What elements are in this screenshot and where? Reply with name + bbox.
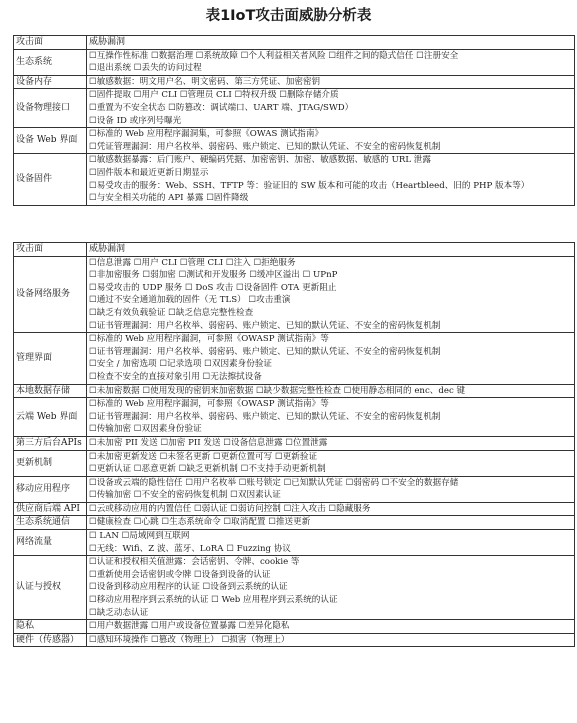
table-row [14,476,575,502]
vulnerability-line: ☐与安全相关功能的 API 暴露 ☐固件降级 [89,193,249,204]
table-row [14,128,575,154]
attack-surface-cell: 第三方后台APIs [14,436,87,450]
vulnerability-list-cell [87,556,575,620]
vulnerability-line: ☐检查不安全的直接对象引用 ☐无法擦拭设备 [89,371,262,382]
vulnerability-line: ☐非加密服务 ☐弱加密 ☐测试和开发服务 ☐缓冲区溢出 ☐ UPnP [89,270,338,281]
attack-surface-cell: 设备物理接口 [14,89,87,128]
vulnerability-line: ☐更新认证 ☐恶意更新 ☐缺乏更新机制 ☐不支持手动更新机制 [89,464,326,475]
vulnerability-list-cell [87,333,575,384]
table-header-row [14,36,575,50]
vulnerability-line: ☐感知环境操作 ☐篡改（物理上） ☐损害（物理上） [89,634,290,645]
vulnerability-line: ☐缺乏动态认证 [89,607,149,618]
vulnerability-line: ☐证书管理漏洞：用户名枚举、弱密码、账户锁定、已知的默认凭证、不安全的密码恢复机制 [89,411,441,422]
vulnerability-line: ☐证书管理漏洞：用户名枚举、弱密码、账户锁定、已知的默认凭证、不安全的密码恢复机制 [89,346,441,357]
vulnerability-line: ☐未加密更新发送 ☐未签名更新 ☐更新位置可写 ☐更新验证 [89,451,318,462]
table-row [14,49,575,75]
attack-surface-cell: 生态系统通信 [14,516,87,530]
table-row [14,556,575,620]
vulnerability-line: ☐信息泄露 ☐用户 CLI ☐管理 CLI ☐注入 ☐拒绝服务 [89,257,296,268]
vulnerability-line: ☐敏感数据：明文用户名、明文密码、第三方凭证、加密密钥 [89,76,321,87]
vulnerability-line: ☐健康检查 ☐心跳 ☐生态系统命令 ☐取消配置 ☐推送更新 [89,517,311,528]
attack-surface-cell: 移动应用程序 [14,476,87,502]
header-vulnerabilities: 威胁漏洞 [87,243,575,257]
vulnerability-list-cell [87,154,575,205]
attack-surface-cell: 生态系统 [14,49,87,75]
vulnerability-line: ☐凭证管理漏洞：用户名枚举、弱密码、账户锁定、已知的默认凭证、不安全的密码恢复机制 [89,141,441,152]
attack-surface-cell: 管理界面 [14,333,87,384]
table-row [14,502,575,516]
vulnerability-line: ☐互操作性标准 ☐数据治理 ☐系统故障 ☐个人利益相关者风险 ☐组件之间的隐式信任 ☐注册安全 [89,50,459,61]
vulnerability-list-cell [87,384,575,398]
header-vulnerabilities: 威胁漏洞 [87,36,575,50]
attack-surface-cell: 认证与授权 [14,556,87,620]
attack-surface-cell: 设备网络服务 [14,256,87,333]
vulnerability-list-cell [87,49,575,75]
attack-surface-cell: 更新机制 [14,450,87,476]
vulnerability-line: ☐认证和授权相关值泄露：会话密钥、令牌、cookie 等 [89,557,300,568]
vulnerability-line: ☐退出系统 ☐丢失的访问过程 [89,63,202,74]
table-row [14,256,575,333]
table-row [14,633,575,647]
vulnerability-line: ☐证书管理漏洞：用户名枚举、弱密码、账户锁定、已知的默认凭证、不安全的密码恢复机制 [89,320,441,331]
table-row [14,530,575,556]
vulnerability-line: ☐标准的 Web 应用程序漏洞集，可参照《OWAS 测试指南》 [89,129,324,140]
table-row [14,75,575,89]
attack-surface-cell: 设备内存 [14,75,87,89]
vulnerability-list-cell [87,516,575,530]
table-row [14,154,575,205]
attack-surface-cell: 本地数据存储 [14,384,87,398]
vulnerability-line: ☐易受攻击的 UDP 服务 ☐ DoS 攻击 ☐设备固件 OTA 更新阻止 [89,282,337,293]
table-row [14,384,575,398]
vulnerability-line: ☐重置为不安全状态 ☐防篡改：调试端口、UART 端、JTAG/SWD） [89,102,354,113]
vulnerability-list-cell [87,633,575,647]
vulnerability-line: ☐无线：Wifi、Z 波、蓝牙、LoRA ☐ Fuzzing 协议 [89,543,291,554]
vulnerability-line: ☐用户数据泄露 ☐用户或设备位置暴露 ☐差异化隐私 [89,621,290,632]
vulnerability-list-cell [87,128,575,154]
threat-table-2 [13,242,575,647]
table-row [14,89,575,128]
vulnerability-line: ☐设备 ID 或序列号曝光 [89,115,182,126]
header-attack-surface: 攻击面 [14,36,87,50]
table-row [14,398,575,437]
vulnerability-list-cell [87,75,575,89]
table-row [14,516,575,530]
vulnerability-line: ☐固件提取 ☐用户 CLI ☐管理员 CLI ☐特权升级 ☐删除存储介质 [89,90,339,101]
table-row [14,620,575,634]
attack-surface-cell: 供应商后端 API [14,502,87,516]
vulnerability-list-cell [87,502,575,516]
vulnerability-line: ☐安全 / 加密选项 ☐记录选项 ☐双因素身份验证 [89,359,273,370]
table-row [14,436,575,450]
vulnerability-line: ☐设备到移动应用程序的认证 ☐设备到云系统的认证 [89,582,288,593]
vulnerability-list-cell [87,450,575,476]
vulnerability-list-cell [87,620,575,634]
attack-surface-cell: 设备 Web 界面 [14,128,87,154]
vulnerability-line: ☐标准的 Web 应用程序漏洞，可参照《OWASP 测试指南》等 [89,399,329,410]
vulnerability-line: ☐云或移动应用的内置信任 ☐弱认证 ☐弱访问控制 ☐注入攻击 ☐隐藏服务 [89,503,371,514]
vulnerability-line: ☐固件版本和最近更新日期显示 [89,167,209,178]
vulnerability-line: ☐未加密 PII 发送 ☐加密 PII 发送 ☐设备信息泄露 ☐位置泄露 [89,437,328,448]
attack-surface-cell: 云端 Web 界面 [14,398,87,437]
vulnerability-line: ☐移动应用程序到云系统的认证 ☐ Web 应用程序到云系统的认证 [89,595,338,606]
attack-surface-cell: 设备固件 [14,154,87,205]
vulnerability-list-cell [87,256,575,333]
vulnerability-line: ☐通过不安全通道加载的固件（无 TLS） ☐攻击重演 [89,295,291,306]
threat-table-1 [13,35,575,206]
vulnerability-line: ☐传输加密 ☐双因素身份验证 [89,424,202,435]
attack-surface-cell: 硬件（传感器） [14,633,87,647]
vulnerability-line: ☐敏感数据暴露：后门账户、硬编码凭据、加密密钥、加密、敏感数据、敏感的 URL 泄露 [89,155,431,166]
vulnerability-list-cell [87,476,575,502]
vulnerability-line: ☐易受攻击的服务：Web、SSH、TFTP 等：验证旧的 SW 版本和可能的攻击（Heartbleed、旧的 PHP 版本等） [89,180,530,191]
vulnerability-list-cell [87,436,575,450]
vulnerability-line: ☐重新使用会话密钥或令牌 ☐设备到设备的认证 [89,569,271,580]
vulnerability-line: ☐缺乏有效负载验证 ☐缺乏信息完整性检查 [89,307,254,318]
table-row [14,450,575,476]
table-header-row [14,243,575,257]
vulnerability-line: ☐标准的 Web 应用程序漏洞，可参照《OWASP 测试指南》等 [89,334,329,345]
table-title: 表1IoT攻击面威胁分析表 [205,8,372,24]
vulnerability-list-cell [87,530,575,556]
vulnerability-list-cell [87,89,575,128]
vulnerability-line: ☐未加密数据 ☐使用发现的密钥来加密数据 ☐缺少数据完整性检查 ☐使用静态相同的 enc、dec 键 [89,385,466,396]
vulnerability-line: ☐传输加密 ☐不安全的密码恢复机制 ☐双因素认证 [89,490,281,501]
attack-surface-cell: 隐私 [14,620,87,634]
attack-surface-cell: 网络流量 [14,530,87,556]
table-row [14,333,575,384]
vulnerability-line: ☐设备或云端的隐性信任 ☐用户名枚举 ☐账号锁定 ☐已知默认凭证 ☐弱密码 ☐不安全的数据存储 [89,477,459,488]
header-attack-surface: 攻击面 [14,243,87,257]
vulnerability-list-cell [87,398,575,437]
vulnerability-line: ☐ LAN ☐局域网到互联网 [89,531,190,542]
